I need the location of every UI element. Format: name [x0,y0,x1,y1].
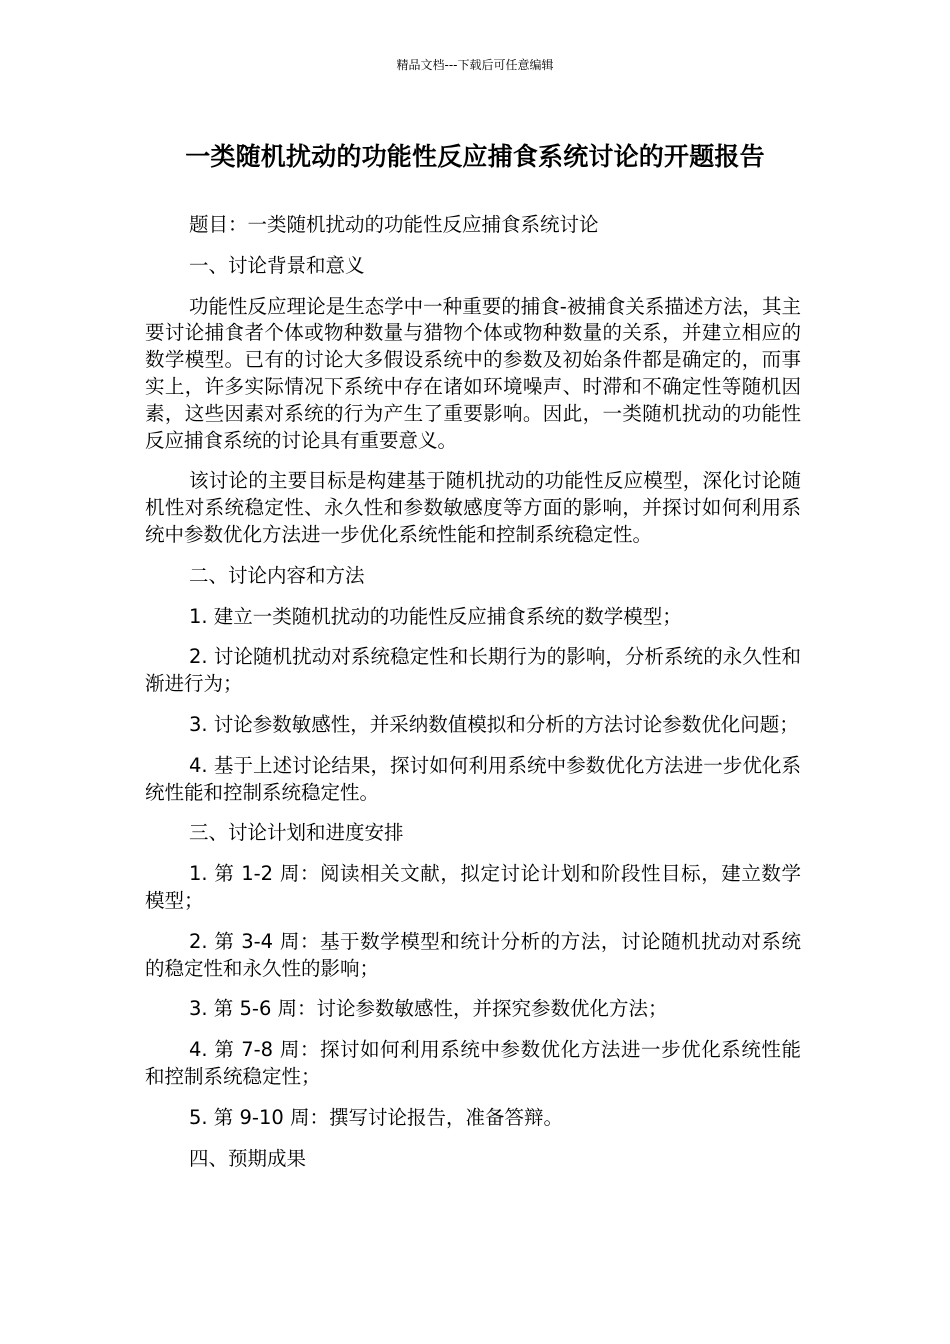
list-item-plan-4: 4. 第 7-8 周：探讨如何利用系统中参数优化方法进一步优化系统性能和控制系统稳定性； [145,1038,801,1088]
section-heading-content: 二、讨论内容和方法 [189,563,365,587]
list-item-content-4: 4. 基于上述讨论结果，探讨如何利用系统中参数优化方法进一步优化系统性能和控制系统稳定性。 [145,753,801,804]
header-note: 精品文档---下载后可任意编辑 [396,58,554,72]
section-heading-results: 四、预期成果 [189,1146,307,1170]
list-item-content-1: 1. 建立一类随机扰动的功能性反应捕食系统的数学模型； [189,604,682,628]
section-heading-background: 一、讨论背景和意义 [189,253,365,277]
list-item-plan-2: 2. 第 3-4 周：基于数学模型和统计分析的方法，讨论随机扰动对系统的稳定性和永久性的影响； [145,929,801,980]
document-body [145,212,801,1186]
list-item-content-2: 2. 讨论随机扰动对系统稳定性和长期行为的影响，分析系统的永久性和渐进行为； [145,645,801,696]
topic-line: 题目：一类随机扰动的功能性反应捕食系统讨论 [189,213,599,236]
list-item-plan-1: 1. 第 1-2 周：阅读相关文献，拟定讨论计划和阶段性目标，建立数学模型； [145,862,801,912]
document-title: 一类随机扰动的功能性反应捕食系统讨论的开题报告 [185,142,765,171]
list-item-plan-3: 3. 第 5-6 周：讨论参数敏感性，并探究参数优化方法； [189,997,668,1021]
list-item-content-3: 3. 讨论参数敏感性，并采纳数值模拟和分析的方法讨论参数优化问题； [189,712,799,736]
paragraph-background: 功能性反应理论是生态学中一种重要的捕食-被捕食关系描述方法，其主要讨论捕食者个体或物种数量与猎物个体或物种数量的关系，并建立相应的数学模型。已有的讨论大多假设系统中的参数及初始条件都是确定的，而事实上，许多实际情况下系统中存在诸如环境噪声、时滞和不确定性等随机因素，这些因素对系统的行为产生了重要影响。因此，一类随机扰动的功能性反应捕食系统的讨论具有重要意义。 [145,294,801,452]
section-heading-plan: 三、讨论计划和进度安排 [189,821,404,845]
paragraph-objective: 该讨论的主要目标是构建基于随机扰动的功能性反应模型，深化讨论随机性对系统稳定性、永久性和参数敏感度等方面的影响，并探讨如何利用系统中参数优化方法进一步优化系统性能和控制系统稳定性。 [145,469,801,546]
list-item-plan-5: 5. 第 9-10 周：撰写讨论报告，准备答辩。 [189,1105,563,1129]
